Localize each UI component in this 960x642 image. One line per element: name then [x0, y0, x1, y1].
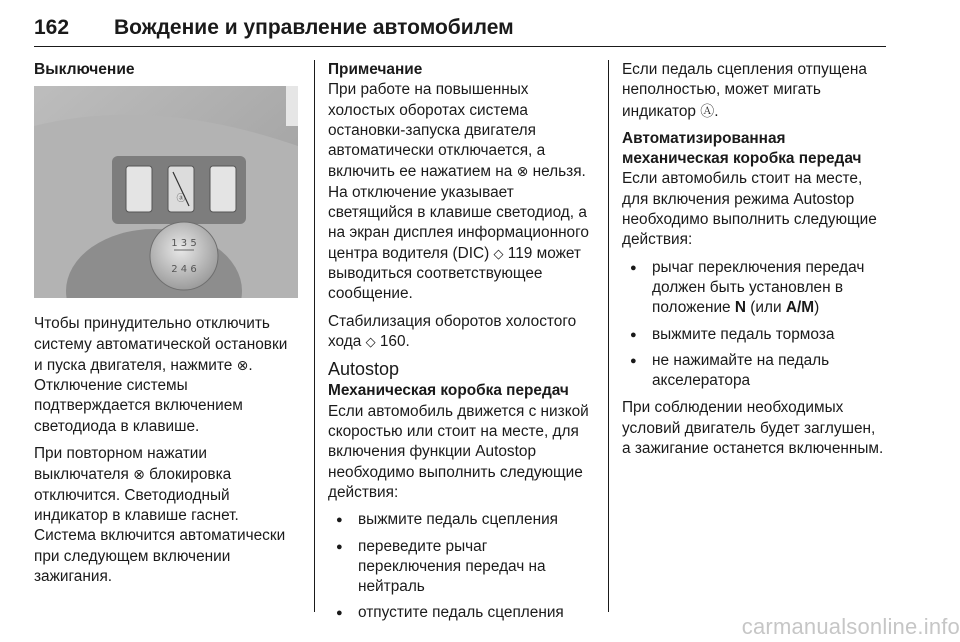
svg-text:1 3 5: 1 3 5: [171, 238, 197, 250]
steps-list: [622, 258, 888, 392]
list-item: ● отпустите педаль сцепления: [328, 603, 594, 623]
page-ref-icon: ◇: [493, 245, 504, 261]
paragraph: Если автомобиль движется с низкой скоростью или стоит на месте, для включения функции Autostop необходимо выполнить следующие действия:: [328, 402, 589, 501]
paragraph-text: Чтобы принудительно отключить систему автоматической остановки и пуска двигателя, нажмите: [34, 315, 288, 374]
dashboard-switch-figure: [34, 86, 298, 298]
gear-position-am: A/M: [785, 299, 815, 317]
page-reference[interactable]: 160.: [379, 332, 410, 350]
svg-text:2 4 6: 2 4 6: [171, 264, 197, 276]
page-reference[interactable]: 119: [507, 244, 533, 262]
steps-list: [328, 510, 594, 623]
list-item: ● переведите рычаг переключения передач на нейтраль: [328, 537, 594, 598]
note-paragraph: [328, 80, 594, 304]
list-text: рычаг переключения передач должен быть установлен в положение: [652, 258, 865, 317]
autostop-off-icon: ⊗: [236, 356, 249, 373]
autostop-off-icon: ⊗: [516, 163, 529, 180]
gear-position-n: N: [734, 299, 747, 317]
paragraph: Если автомобиль стоит на месте, для включения режима Autostop необходимо выполнить следующие действия:: [622, 170, 877, 249]
paragraph-text: может выводиться соответствующее сообщение.: [328, 244, 581, 303]
page-number: 162: [34, 16, 70, 39]
subsection-title-automated: Автоматизированная механическая коробка передач: [622, 129, 862, 168]
column-divider: [314, 60, 315, 612]
paragraph: [34, 444, 300, 587]
page-ref-icon: ◇: [365, 333, 376, 349]
list-text: (или: [750, 299, 782, 317]
column-left: [34, 60, 300, 594]
paragraph-text: Стабилизация оборотов холостого хода: [328, 312, 577, 350]
watermark: carmanualsonline.info: [741, 614, 960, 639]
page-header: [34, 6, 886, 47]
autostop-icon: Ⓐ: [700, 102, 715, 119]
note-title: Примечание: [328, 61, 423, 78]
paragraph: [328, 312, 594, 353]
section-title-switch-off: Выключение: [34, 61, 135, 78]
autostop-off-icon: ⊗: [133, 466, 145, 483]
paragraph-text: .: [714, 102, 719, 120]
paragraph-text: При работе на повышенных холостых оборотах система остановки-запуска двигателя автоматически отключается, а включить ее нажатием на: [328, 81, 546, 181]
paragraph: [34, 314, 300, 437]
paragraph-text: . Отключение системы подтверждается включением светодиода в клавише.: [34, 356, 253, 435]
column-middle: [328, 60, 594, 631]
paragraph-text: Если педаль сцепления отпущена неполностью, может мигать индикатор: [622, 61, 867, 120]
svg-text:ⓐ: ⓐ: [176, 194, 186, 205]
column-divider: [608, 60, 609, 612]
chapter-title: Вождение и управление автомобилем: [114, 16, 514, 39]
console-photo-illustration: [34, 86, 298, 298]
column-right: [622, 60, 888, 466]
list-text: ): [814, 299, 820, 317]
paragraph: При соблюдении необходимых условий двигатель будет заглушен, а зажигание останется включенным.: [622, 399, 884, 458]
list-item: [622, 258, 888, 319]
subsection-title-manual: Механическая коробка передач: [328, 382, 569, 400]
paragraph-text: блокировка отключится. Светодиодный индикатор в клавише гаснет. Система включится автоматически при следующем включении зажигания.: [34, 466, 286, 585]
section-title-autostop: Autostop: [328, 359, 400, 380]
paragraph: [622, 60, 888, 122]
list-item: ● выжмите педаль тормоза: [622, 325, 888, 345]
list-item: ● не нажимайте на педаль акселератора: [622, 351, 888, 392]
list-item: ● выжмите педаль сцепления: [328, 510, 594, 530]
paragraph-text: нельзя. На отключение указывает светящийся в клавише светодиод, а на экран дисплея информационного центра водителя (DIC): [328, 163, 589, 262]
paragraph-text: При повторном нажатии выключателя: [34, 445, 207, 484]
